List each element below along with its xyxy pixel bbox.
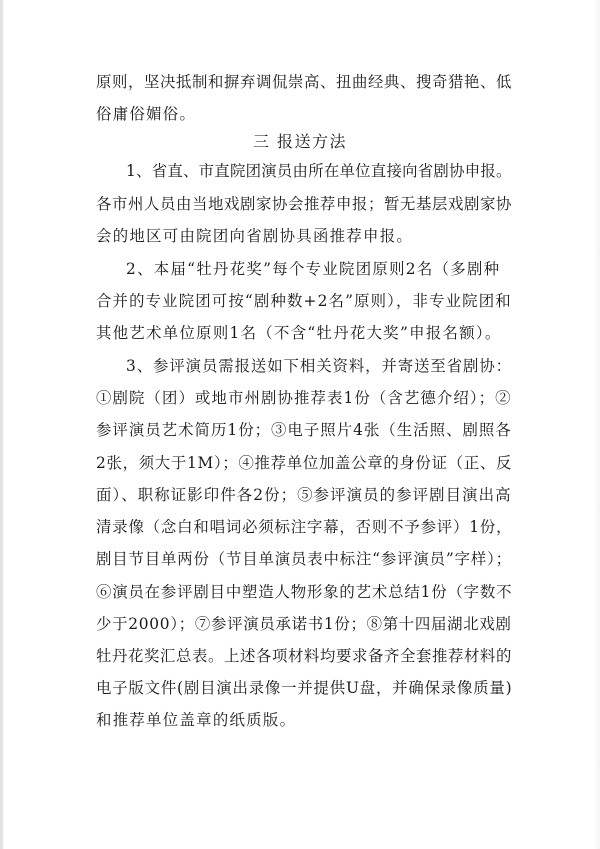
paragraph-line: 原则，坚决抵制和摒弃调侃崇高、扭曲经典、搜奇猎艳、低 — [96, 73, 512, 91]
paragraph-line: 合并的专业院团可按“剧种数+2名”原则），非专业院团和 — [96, 292, 512, 310]
paragraph-line: 3、参评演员需报送如下相关资料，并寄送至省剧协： — [126, 357, 512, 375]
paragraph-line: 电子版文件(剧目演出录像一并提供U盘，并确保录像质量) — [96, 679, 513, 697]
paragraph-line: ⑥演员在参评剧目中塑造人物形象的艺术总结1份（字数不 — [96, 583, 513, 601]
paragraph-line: 1、省直、市直院团演员由所在单位直接向省剧协申报。 — [126, 162, 512, 180]
paragraph-line: 剧目节目单两份（节目单演员表中标注“参评演员”字样）； — [96, 550, 512, 568]
paragraph-line: 2、本届“牡丹花奖”每个专业院团原则2名（多剧种 — [126, 260, 501, 278]
paragraph-line: 其他艺术单位原则1名（不含“牡丹花大奖”申报名额）。 — [96, 324, 502, 342]
paragraph-line: 各市州人员由当地戏剧家协会推荐申报；暂无基层戏剧家协 — [96, 195, 512, 213]
paragraph-line: 清录像（念白和唱词必须标注字幕，否则不予参评）1份， — [96, 518, 513, 536]
paragraph-line: 面）、职称证影印件各2份；⑤参评演员的参评剧目演出高 — [96, 486, 512, 504]
scan-edge — [0, 0, 3, 849]
paragraph-line: 少于2000）；⑦参评演员承诺书1份；⑧第十四届湖北戏剧 — [96, 615, 512, 633]
paragraph-line: 和推荐单位盖章的纸质版。 — [96, 711, 297, 729]
section-heading: 三 报送方法 — [252, 132, 348, 151]
paragraph-line: ①剧院（团）或地市州剧协推荐表1份（含艺德介绍）；② — [96, 389, 512, 407]
paragraph-line: 牡丹花奖汇总表。上述各项材料均要求备齐全套推荐材料的 — [96, 647, 512, 665]
paragraph-line: 俗庸俗媚俗。 — [96, 105, 197, 123]
paragraph-line: 2张，须大于1M）；④推荐单位加盖公章的身份证（正、反 — [96, 454, 513, 472]
paragraph-line: 会的地区可由院团向省剧协具函推荐申报。 — [96, 227, 414, 245]
paragraph-line: 参评演员艺术简历1份；③电子照片4张（生活照、剧照各 — [96, 421, 512, 439]
